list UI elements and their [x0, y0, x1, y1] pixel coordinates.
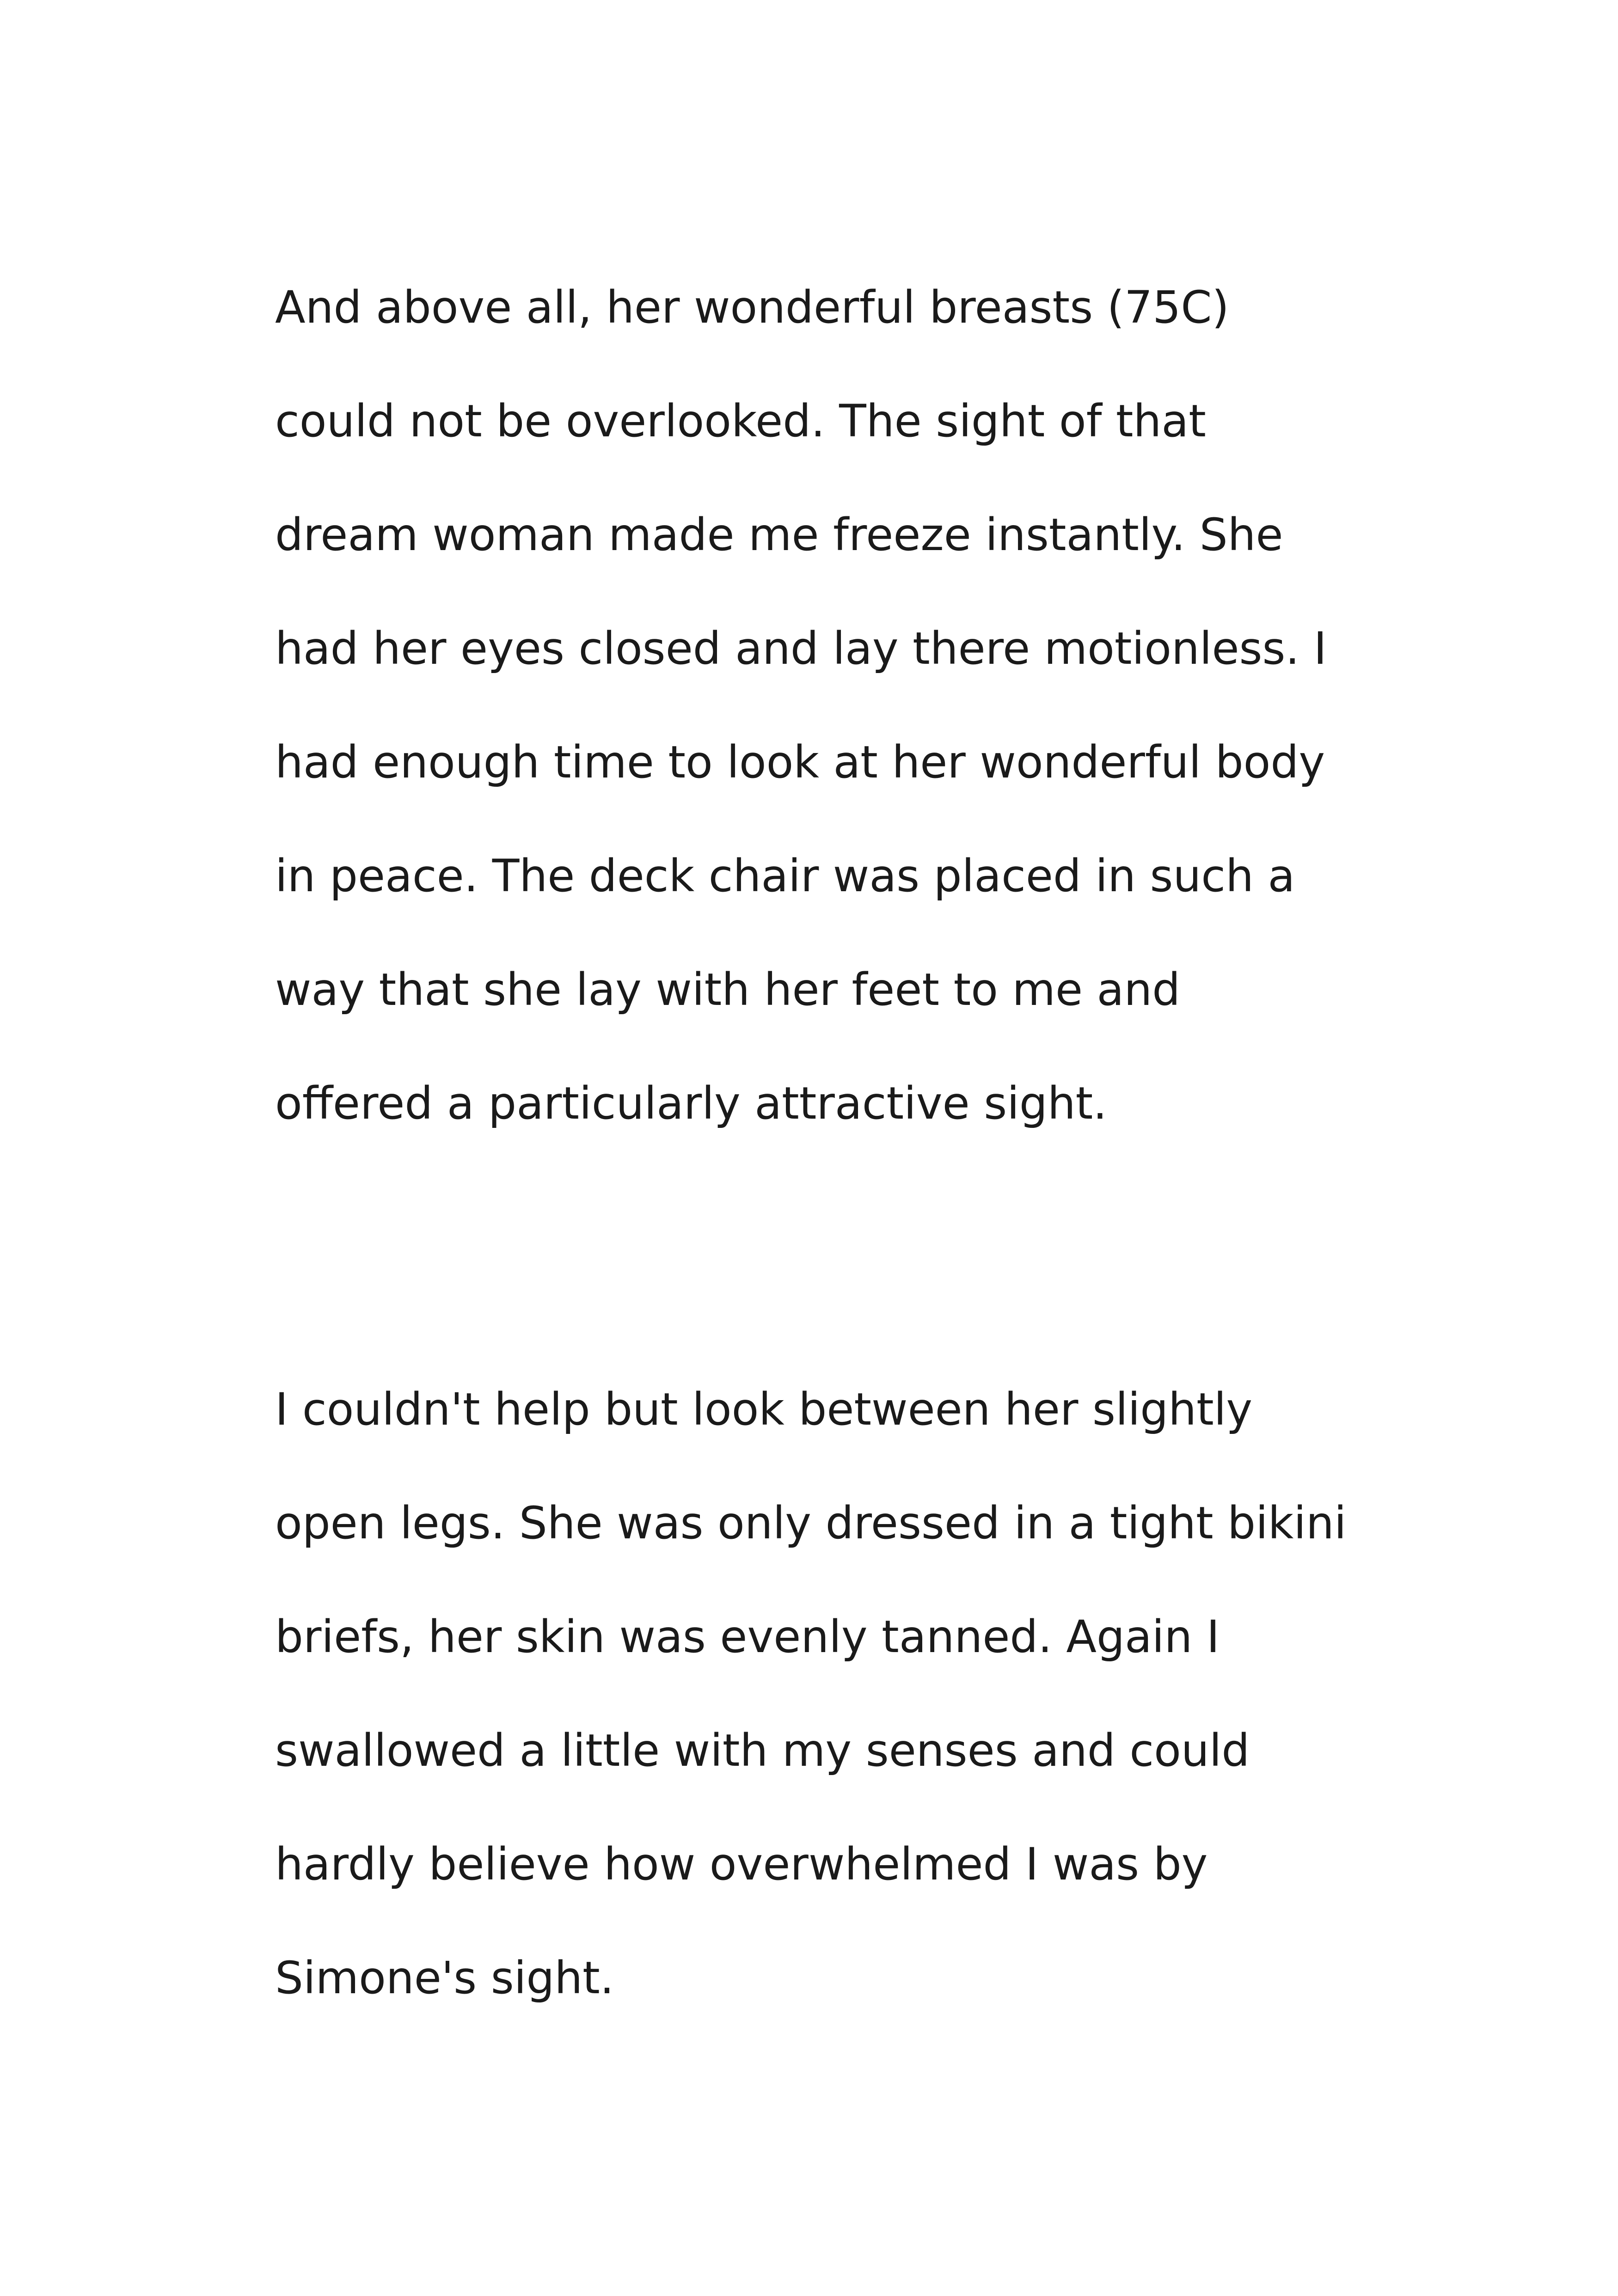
text-line: in peace. The deck chair was placed in such a	[275, 850, 1295, 902]
text-line: could not be overlooked. The sight of that	[275, 395, 1206, 447]
text-line: way that she lay with her feet to me and	[275, 964, 1181, 1016]
text-line: I couldn't help but look between her slightly	[275, 1384, 1253, 1435]
text-line: briefs, her skin was evenly tanned. Again I	[275, 1611, 1220, 1663]
text-line: And above all, her wonderful breasts (75C)	[275, 282, 1229, 333]
text-line: had her eyes closed and lay there motionless. I	[275, 623, 1327, 674]
text-line: Simone's sight.	[275, 1952, 614, 2004]
text-line: had enough time to look at her wonderful body	[275, 736, 1325, 788]
text-line: swallowed a little with my senses and could	[275, 1725, 1250, 1776]
text-line: hardly believe how overwhelmed I was by	[275, 1838, 1208, 1890]
text-line: open legs. She was only dressed in a tight bikini	[275, 1497, 1347, 1549]
text-line: offered a particularly attractive sight.	[275, 1078, 1107, 1129]
text-line: dream woman made me freeze instantly. She	[275, 509, 1283, 561]
